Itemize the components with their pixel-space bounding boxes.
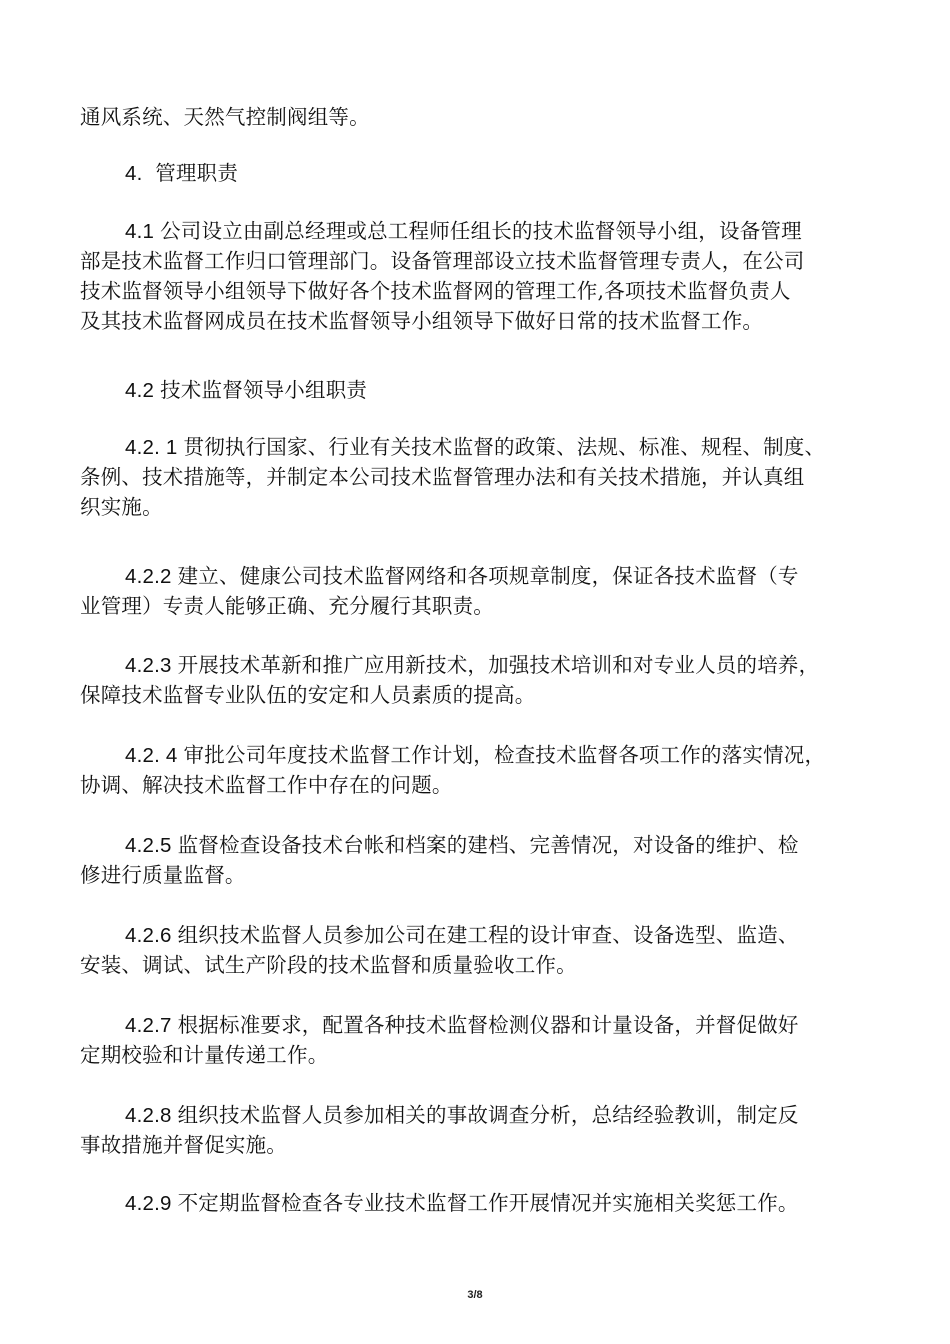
text-span: 组织技术监督人员参加公司在建工程的设计审查、设备选型、监造、: [177, 923, 799, 947]
heading-line: [80, 158, 870, 188]
paragraph-4-2-9: [80, 1188, 870, 1218]
paragraph-4-2-2: [80, 561, 870, 621]
paragraph-continuation: [80, 102, 870, 132]
clause-number: 4.2: [125, 379, 155, 402]
clause-number: 4.2.5: [125, 834, 172, 857]
clause-number: 4.2.3: [125, 654, 172, 677]
paragraph-4-2-8: [80, 1100, 870, 1160]
text-span: 监督检查设备技术台帐和档案的建档、完善情况，对设备的维护、检: [177, 833, 799, 857]
heading-line: [80, 375, 870, 405]
paragraph-4-1: [80, 216, 870, 336]
text-span: 不定期监督检查各专业技术监督工作开展情况并实施相关奖惩工作。: [177, 1191, 799, 1215]
text-line: [80, 1100, 870, 1130]
text-line: [80, 740, 870, 770]
text-line: 技术监督领导小组领导下做好各个技术监督网的管理工作,各项技术监督负责人: [80, 279, 791, 303]
text-line: 部是技术监督工作归口管理部门。设备管理部设立技术监督管理专责人，在公司: [80, 249, 805, 273]
clause-number: 4.2. 1: [125, 436, 178, 459]
paragraph-4-2-6: [80, 920, 870, 980]
text-line: 通风系统、天然气控制阀组等。: [80, 105, 370, 129]
text-line: [80, 650, 870, 680]
text-line: 织实施。: [80, 495, 163, 519]
text-line: [80, 216, 870, 246]
text-span: 建立、健康公司技术监督网络和各项规章制度，保证各技术监督（专: [177, 564, 799, 588]
text-line: [80, 830, 870, 860]
text-line: 定期校验和计量传递工作。: [80, 1043, 329, 1067]
clause-number: 4.1: [125, 220, 155, 243]
text-span: 公司设立由副总经理或总工程师任组长的技术监督领导小组，设备管理: [160, 219, 802, 243]
text-span: 组织技术监督人员参加相关的事故调查分析，总结经验教训，制定反: [177, 1103, 799, 1127]
text-line: [80, 1188, 870, 1218]
paragraph-4-2-3: [80, 650, 870, 710]
text-line: [80, 561, 870, 591]
text-span: 审批公司年度技术监督工作计划，检查技术监督各项工作的落实情况，: [183, 743, 826, 767]
text-line: [80, 432, 870, 462]
paragraph-4-2-7: [80, 1010, 870, 1070]
paragraph-4-2-1: [80, 432, 870, 522]
text-span: 开展技术革新和推广应用新技术，加强技术培训和对专业人员的培养，: [177, 653, 820, 677]
subsection-heading: [80, 375, 870, 405]
text-line: 及其技术监督网成员在技术监督领导小组领导下做好日常的技术监督工作。: [80, 309, 764, 333]
paragraph-4-2-5: [80, 830, 870, 890]
clause-number: 4.2.8: [125, 1104, 172, 1127]
page-number: 3/8: [467, 1289, 483, 1301]
clause-number: 4.2.6: [125, 924, 172, 947]
clause-number: 4.2. 4: [125, 744, 178, 767]
text-line: [80, 1010, 870, 1040]
clause-number: 4.2.9: [125, 1192, 172, 1215]
section-title: 管理职责: [148, 161, 239, 185]
text-line: 保障技术监督专业队伍的安定和人员素质的提高。: [80, 683, 536, 707]
text-line: 修进行质量监督。: [80, 863, 246, 887]
text-line: [80, 920, 870, 950]
text-span: 根据标准要求，配置各种技术监督检测仪器和计量设备，并督促做好: [177, 1013, 799, 1037]
clause-number: 4.2.2: [125, 565, 172, 588]
section-number: 4.: [125, 162, 143, 185]
text-span: 贯彻执行国家、行业有关技术监督的政策、法规、标准、规程、制度、: [183, 435, 826, 459]
text-line: 业管理）专责人能够正确、充分履行其职责。: [80, 594, 494, 618]
text-line: 事故措施并督促实施。: [80, 1133, 287, 1157]
text-line: 协调、解决技术监督工作中存在的问题。: [80, 773, 453, 797]
subsection-title: 技术监督领导小组职责: [160, 378, 368, 402]
section-heading: [80, 158, 870, 188]
paragraph-4-2-4: [80, 740, 870, 800]
text-line: 安装、调试、试生产阶段的技术监督和质量验收工作。: [80, 953, 577, 977]
clause-number: 4.2.7: [125, 1014, 172, 1037]
text-line: 条例、技术措施等，并制定本公司技术监督管理办法和有关技术措施，并认真组: [80, 465, 805, 489]
